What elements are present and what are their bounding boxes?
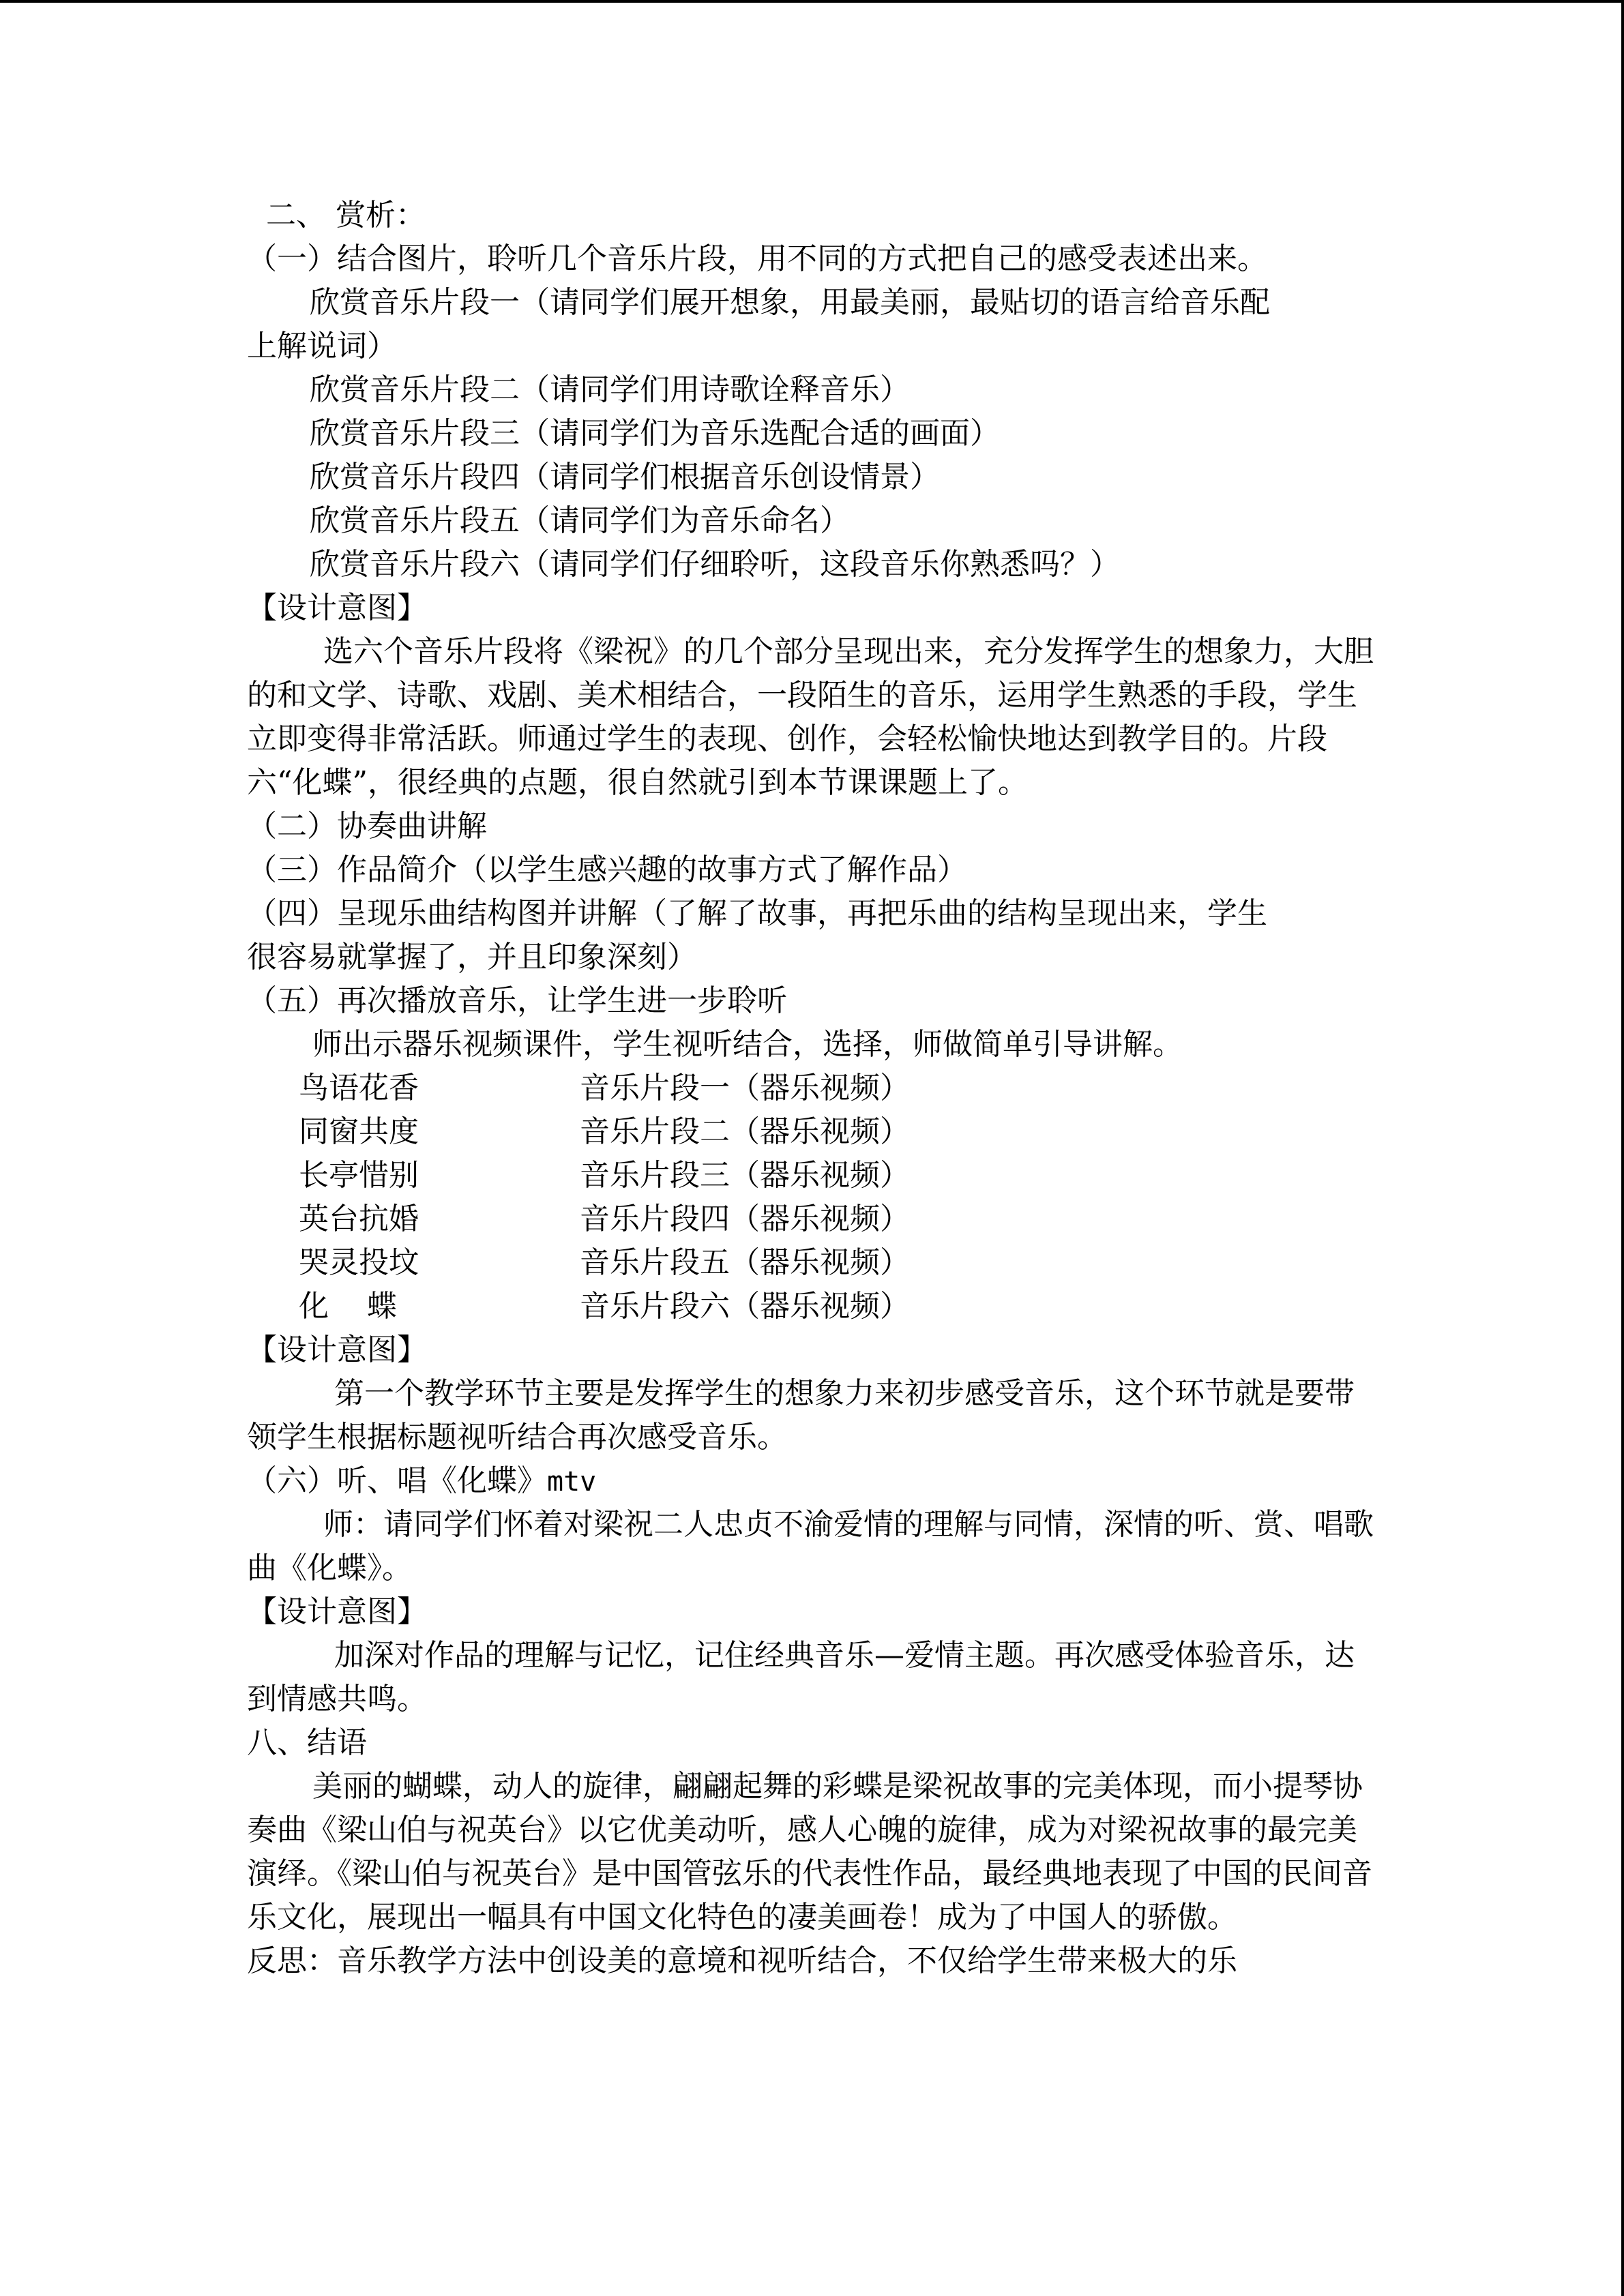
design-intent-label-2: 【设计意图】 [247, 1332, 427, 1367]
table-cell-clip: 音乐片段二（器乐视频） [580, 1114, 910, 1149]
segment-3: 欣赏音乐片段三（请同学们为音乐选配合适的画面） [310, 416, 1000, 451]
table-cell-title: 哭灵投坟 [299, 1245, 419, 1280]
table-row [247, 1154, 1379, 1197]
table-cell-title: 同窗共度 [299, 1114, 419, 1149]
segment-5: 欣赏音乐片段五（请同学们为音乐命名） [310, 503, 850, 538]
table-cell-title: 英台抗婚 [299, 1202, 419, 1236]
right-border [1621, 0, 1624, 2296]
reflection-text: 反思：音乐教学方法中创设美的意境和视听结合，不仅给学生带来极大的乐 [247, 1943, 1237, 1978]
table-cell-title: 鸟语花香 [299, 1071, 419, 1105]
section-heading: 二、 赏析： [266, 198, 426, 233]
table-cell-title: 化 蝶 [299, 1289, 397, 1324]
table-cell-clip: 音乐片段四（器乐视频） [580, 1202, 910, 1236]
section-8-title: 八、结语 [247, 1725, 367, 1760]
table-row [247, 1285, 1379, 1328]
design-intent-text-2: 第一个教学环节主要是发挥学生的想象力来初步感受音乐，这个环节就是要带领学生根据标题视听结合再次感受音乐。 [247, 1376, 1355, 1455]
subsection-2: （二）协奏曲讲解 [247, 809, 487, 844]
segment-1-line-1: 欣赏音乐片段一（请同学们展开想象，用最美丽，最贴切的语言给音乐配 [310, 285, 1270, 320]
subsection-6-title: （六）听、唱《化蝶》 [247, 1463, 547, 1498]
subsection-4-line-1: （四）呈现乐曲结构图并讲解（了解了故事，再把乐曲的结构呈现出来，学生 [247, 896, 1267, 931]
section-8-text: 美丽的蝴蝶，动人的旋律，翩翩起舞的彩蝶是梁祝故事的完美体现，而小提琴协奏曲《梁山伯与祝英台》以它优美动听，感人心魄的旋律，成为对梁祝故事的最完美演绎。《梁山伯与祝英台》是中国管弦乐的代表性作品，最经典地表现了中国的民间音乐文化，展现出一幅具有中国文化特色的凄美画卷！成为了中国人的骄傲。 [247, 1769, 1372, 1935]
table-cell-clip: 音乐片段三（器乐视频） [580, 1158, 910, 1193]
subsection-3: （三）作品简介（以学生感兴趣的故事方式了解作品） [247, 852, 967, 887]
top-border [0, 0, 1624, 3]
table-row [247, 1067, 1379, 1110]
segment-4: 欣赏音乐片段四（请同学们根据音乐创设情景） [310, 460, 940, 494]
segment-1-line-2: 上解说词） [247, 329, 397, 363]
design-intent-text-3: 加深对作品的理解与记忆，记住经典音乐—爱情主题。再次感受体验音乐，达到情感共鸣。 [247, 1638, 1355, 1716]
segment-2: 欣赏音乐片段二（请同学们用诗歌诠释音乐） [310, 372, 910, 407]
table-cell-clip: 音乐片段五（器乐视频） [580, 1245, 910, 1280]
subsection-5-intro: 师出示器乐视频课件，学生视听结合，选择，师做简单引导讲解。 [312, 1027, 1183, 1062]
subsection-6-text: 师：请同学们怀着对梁祝二人忠贞不渝爱情的理解与同情，深情的听、赏、唱歌曲《化蝶》。 [247, 1507, 1374, 1585]
subsection-4-line-2: 很容易就掌握了，并且印象深刻） [247, 940, 697, 974]
table-cell-title: 长亭惜别 [299, 1158, 419, 1193]
subsection-5: （五）再次播放音乐，让学生进一步聆听 [247, 983, 787, 1018]
table-row [247, 1197, 1379, 1241]
design-intent-text-1: 选六个音乐片段将《梁祝》的几个部分呈现出来，充分发挥学生的想象力，大胆的和文学、诗歌、戏剧、美术相结合，一段陌生的音乐，运用学生熟悉的手段，学生立即变得非常活跃。师通过学生的表现、创作，会轻松愉快地达到教学目的。片段六“化蝶”，很经典的点题，很自然就引到本节课课题上了。 [247, 634, 1374, 800]
subsection-6-suffix: mtv [547, 1466, 597, 1497]
music-clip-table [247, 1067, 1379, 1328]
subsection-6 [247, 1459, 1379, 1503]
design-intent-label-1: 【设计意图】 [247, 591, 427, 625]
table-cell-clip: 音乐片段六（器乐视频） [580, 1289, 910, 1324]
table-row [247, 1110, 1379, 1154]
design-intent-label-3: 【设计意图】 [247, 1594, 427, 1629]
table-cell-clip: 音乐片段一（器乐视频） [580, 1071, 910, 1105]
subsection-1-title: （一）结合图片，聆听几个音乐片段，用不同的方式把自己的感受表述出来。 [247, 241, 1267, 276]
document-page [247, 194, 1379, 1983]
table-row [247, 1241, 1379, 1285]
segment-6: 欣赏音乐片段六（请同学们仔细聆听，这段音乐你熟悉吗？） [310, 547, 1120, 582]
